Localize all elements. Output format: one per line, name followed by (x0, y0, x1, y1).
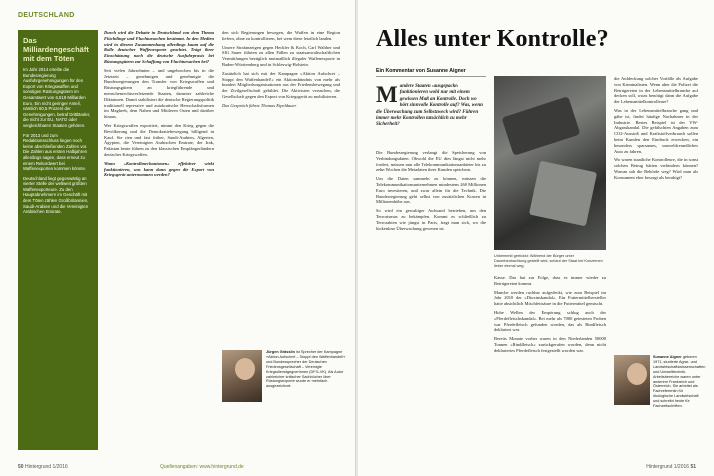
page-number: 51 (690, 464, 696, 470)
paragraph: Die Bundesregierung verlangt die Speicherung von Verbindungsdaten. Obwohl die EU dies längst nicht mehr fordert, müssen nun alle Telekommunikationsanbieter bis zu zehn Wochen die Metadaten ihrer Kunden speichern. (376, 150, 486, 173)
sidebar-paragraph: Für 2013 und zum Redaktionsschluss liegen noch keine abschließenden Zahlen vor. Die Zahlen aus ersten Halbjahren allerdings sagen, dass erneut zu einem Rekordwert bei Waffenexporten kommen könnte. (23, 132, 88, 172)
left-column-2 (222, 30, 340, 112)
paragraph: Bereits Monate vorher waren in den Niederlanden 50000 Tonnen »Rindfleisch« zurückgerufen worden, denn nicht deklariertes Pferdefleisch festgestellt worden war. (494, 336, 606, 353)
interview-question: Wann »Kontrollmechanismen« effektiver wirkt funktionieren, was kann dann gegen die Export von Kriegsgerät unternommen werden? (104, 160, 214, 178)
author-photo (614, 355, 650, 405)
dropcap: M (376, 82, 398, 107)
source-note[interactable]: Quellenangaben: www.hintergrund.de (160, 464, 244, 470)
interview-question: Durch wird die Debatte in Deutschland von dem Thema Flüchtlinge und Fluchtursachen bestimmt. In den Medien wird in diesem Zusammenhang allerdings kaum auf die Rolle deutscher Waffenexporte geachtet. Trägt ihrer Einschätzung nach die deutsche Ausfuhrpraxis bei Rüstungsgütern zur Schaffung von Fluchtursachen bei? (104, 30, 214, 64)
paragraph: Hohe Wellen der Empörung schlug auch der »Pferdefleischskandal«. Bei mehr als 7000 getesteten Proben war Pferdefleisch gefunden worden, das als Rindfleisch deklariert war. (494, 309, 606, 333)
photo-caption: Unbemerkt getrickst: Während der Bürger unter Dauerbeobachtung gestellt wird, schaut der Staat bei Konzernen lieber einmal weg. (494, 254, 603, 268)
sidebar-title: Das Milliardengeschäft mit dem Töten (23, 36, 89, 63)
right-column-1 (376, 150, 486, 234)
paragraph: Um die Daten sammeln zu können, müssen die Telekommunikationsunternehmen mindestens 260 Millionen Euro investieren, und zwar allein für die Technik. Die Bundesregierung geht selbst von zusätzlichen Kosten in Millionenhöhe aus. (376, 176, 486, 205)
article-subhead: Ein Kommentar von Susanne Aigner (376, 68, 466, 74)
paragraph: Manche werden ruchbar aufgedeckt, wie zum Beispiel im Jahr 2010 der »Dioxinskandal«. Ein Futtermittelhersteller hatte absichtlich Mischfettsäure in die Futtermittel gemischt. (494, 289, 606, 307)
sidebar-box (18, 30, 98, 450)
author-box (266, 350, 346, 389)
article-headline: Alles unter Kontrolle? (376, 26, 609, 52)
page-footer (18, 464, 68, 470)
author-box (653, 355, 706, 409)
right-page (358, 0, 714, 476)
page-footer (646, 464, 696, 470)
article-intro (376, 84, 486, 129)
section-label: DEUTSCHLAND (18, 12, 75, 19)
right-column-3 (614, 76, 698, 184)
paragraph: Zusätzlich hat sich mit der Kampagne »Aktion Aufschrei – Stoppt den Waffenhandel!« ein Aktionsbündnis von mehr als hundert Mitgliedsorganisationen aus der Friedensbewegung und der Zivilgesellschaft gebildet. Die Aktivisten versuchen, die Gesellschaft gegen den Export von Kriegsgerät zu mobilisieren. (222, 70, 340, 99)
article-photo (494, 76, 606, 250)
magazine-issue: Hintergrund 1/2016 (646, 464, 690, 470)
intro-text: andere Staaten ›ausgepackt‹ funktionieren wohl nur mit einem gewissen Maß an Kontrolle. Doch wo hört sinnvolle Kontrolle auf? Was, wenn die Überwachung zum Selbstzweck wird? Führen immer mehr Kontrollen tatsächlich zu mehr Sicherheit? (376, 84, 483, 128)
sidebar-paragraph: Im Jahr 2014 erteilte die Bundesregierung Ausfuhrgenehmigungen für den Export von Kriegswaffen und sonstigen Rüstungsgütern im Gesamtwert von 6,519 Milliarden Euro. Ein nicht geringer Anteil, nämlich 60,5 Prozent der Genehmigungen, betraf Drittländer, die nicht zur EU, NATO oder vergleichbaren Staaten gehören. (23, 67, 91, 128)
author-bio: ist Sprecher der Kampagne »Aktion Aufschrei – Stoppt den Waffenhandel!« und Bundessprecher der Deutschen Friedensgesellschaft – Vereinigte KriegsdienstgegnerInnen (DFG-VK). Als Autor zahlreicher kritischer Sachbücher über Rüstungsexporte wurde er mehrfach ausgezeichnet. (266, 350, 346, 389)
author-bio: geboren 1971, studierte Agrar- und Landwirtschaftswissenschaften und Umwelttechnik. Arbeitsbereiche waren unter anderem Frankreich und Österreich. Sie arbeitet als Fachreferentin für ökologische Landwirtschaft und schreibt heute für Fachzeitschriften. (653, 355, 706, 409)
author-photo (222, 350, 262, 402)
interview-credit: Das Gespräch führte Thomas Eipeldauer (222, 102, 297, 108)
magazine-issue: Hintergrund 1/2016 (24, 464, 68, 470)
sidebar-paragraph: Deutschland liegt gegenwärtig an vierter Stelle der weltweit größten Waffenexporteure. Zu den Hauptabnehmern im Geschäft mit dem Töten zählen Großbritannien, Saudi-Arabien und die Vereinigten Arabischen Emirate. (23, 175, 89, 215)
left-column-1 (104, 30, 214, 181)
paragraph: Unsere Strafanzeigen gegen Heckler & Koch, Carl Walther und SIG Sauer führten zu allen Fällen zu staatsanwaltschaftlichen Vermittlungen bezüglich mutmaßlich illegaler Waffenexporte in Baden-Württemberg und in Schleswig-Holstein. (222, 44, 340, 67)
paragraph: So wird ein gewaltiger Aufwand betrieben, um den Terrorismus zu bekämpfen. Kommt es schließlich zu Terrorakten wie jüngst in Paris, fragt man sich, wo die lückenlose Überwachung gewesen ist. (376, 208, 486, 231)
photo-engine-part (502, 96, 581, 156)
paragraph: Kasse. Das hat zur Folge, dass es immer wieder zu Betrügereien kommt. (494, 275, 606, 286)
right-column-2 (494, 275, 606, 357)
paragraph: die Aufdeckung solcher Vorfälle als Aufgabe von Kriminalisten. Wenn aber die Polizei die Betrügereien in der Lebensmittelbranche auf decken soll, wozu benötigt dann die Aufgabe der Lebensmittelkontrolleure? (614, 76, 698, 105)
author-name: Susanne Aigner (653, 355, 682, 359)
paragraph: Wo waren staatliche Kontrolleure, die in sonst solchen Betrug hätten verhindern können? Warum sah die Behörde weg? Wird man als Konsument eher besorgt als beruhigt? (614, 157, 698, 180)
author-name: Jürgen Grässlin (266, 350, 295, 354)
paragraph: den sich Regierungen bewegen, die Waffen in eine Region liefern, ohne zu kontrollieren, bei wem diese letztlich landen. (222, 30, 340, 41)
paragraph: Was in der Lebensmittelbranche gang und gäbe ist, findet häufige Nachahmer in der Industrie. Bestes Beispiel ist der VW-Abgasskandal. Die gefälschten Angaben zum CO2-Ausstoß und Kraftstoffverbrauch sollen beim Kunden den Eindruck erwecken, ein besonders sparsames, umweltfreundliches Auto zu fahren. (614, 107, 698, 154)
photo-engine-part (529, 161, 597, 227)
paragraph: Seit vielen Jahrzehnten – und ungebrochen bis in die Jetztzeit – genehmigen und genehmigte die Bundesregierungen den Transfer von Kriegswaffen und Rüstungsgütern an kriegführende und menschenrechtsverletzende Staaten, darunter zahlreiche Diktaturen. Damit stabilisiert die deutsche Regierungspolitik traditionell repressive und autokratische Herrschaftsformen im Maghreb, dem Nahen und Mittleren Osten und darüber hinaus. (104, 67, 214, 120)
left-page (0, 0, 356, 476)
divider (376, 76, 486, 77)
paragraph: Wer Kriegswaffen exportiert, nimmt den Krieg gegen die Bevölkerung und die Demokratiebewegung billigend in Kauf. Sie rien und fast früher, Saudi-Arabien, Algerien, Ägypten, die Vereinigten Arabischen Emirate, der Irak, Pakistan beute führen zu den klassischen Empfängerländern deutscher Kriegswaffen. (104, 122, 214, 157)
page-number: 50 (18, 464, 24, 470)
